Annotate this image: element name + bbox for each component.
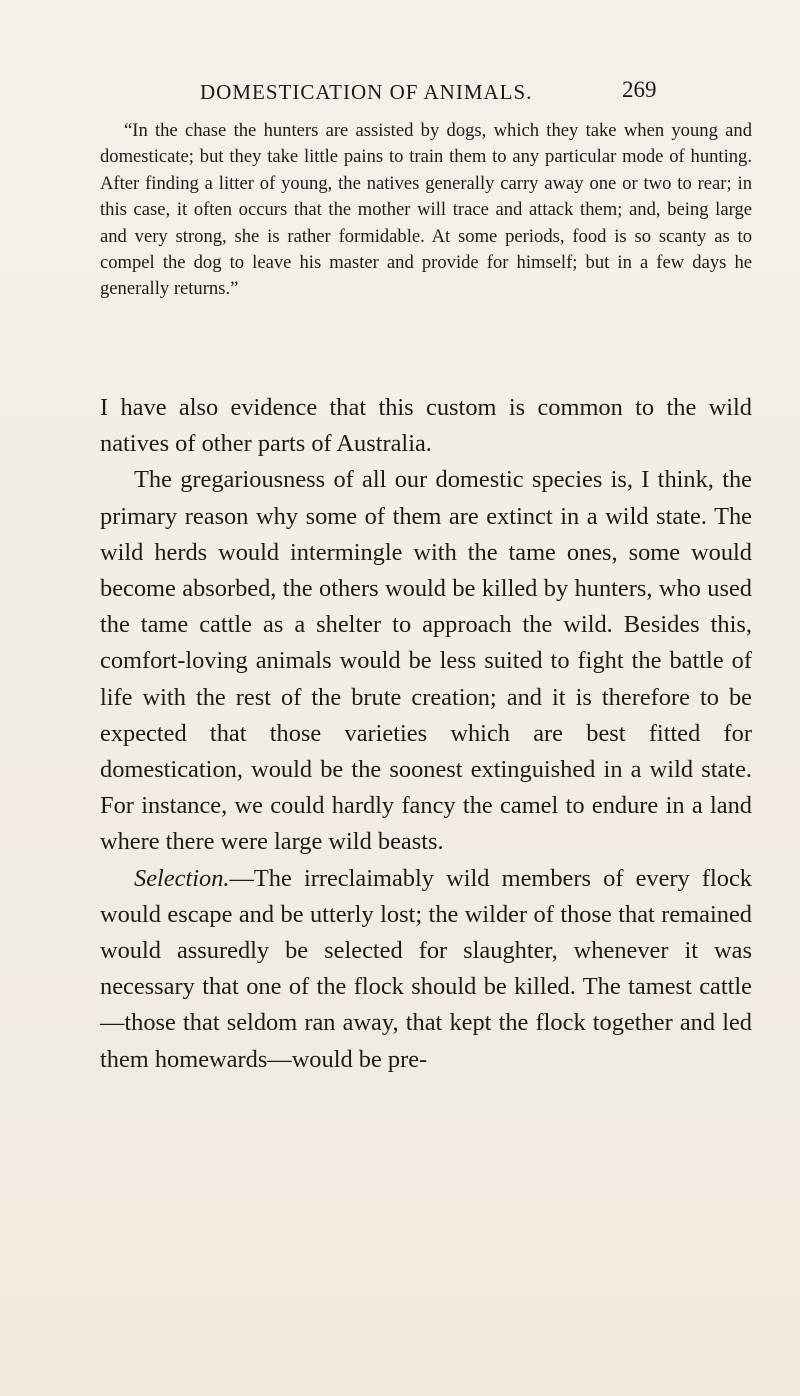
page-number: 269 bbox=[622, 77, 657, 102]
body-paragraph-3-text: —The irreclaimably wild members of every flock would escape and be utterly lost; the wilder of those that remained would assuredly be selected for slaughter, whenever it was necessary that one of the flock should be killed. The tamest cattle —those that seldom ran away, that kept the flock together and led them homewards—would be pre- bbox=[100, 864, 752, 1073]
body-paragraph-1: I have also evidence that this custom is common to the wild natives of other parts of Australia. bbox=[100, 394, 752, 458]
section-heading-selection: Selection. bbox=[134, 864, 230, 892]
quote-paragraph: “In the chase the hunters are assisted by dogs, which they take when young and domesticate; but they take little pains to train them to any particular mode of hunting. After finding a litter of young, the natives generally carry away one or two to rear; in this case, it often occurs that the mother will trace and attack them; and, being large and very strong, she is rather formidable. At some periods, food is so scanty as to compel the dog to leave his master and provide for himself; but in a few days he generally returns.” bbox=[100, 120, 752, 300]
quoted-passage bbox=[100, 118, 752, 303]
body-paragraph-2: The gregariousness of all our domestic species is, I think, the primary reason why some of them are extinct in a wild state. The wild herds would intermingle with the tame ones, some would become absorbed, the others would be killed by hunters, who used the tame cattle as a shelter to approach the wild. Besides this, comfort-loving animals would be less suited to fight the battle of life with the rest of the brute creation; and it is therefore to be expected that those varieties which are best fitted for domestication, would be the soonest extinguished in a wild state. For instance, we could hardly fancy the camel to endure in a land where there were large wild beasts. bbox=[100, 466, 752, 856]
main-text bbox=[100, 390, 752, 1078]
running-title: DOMESTICATION OF ANIMALS. bbox=[200, 80, 533, 104]
body-paragraph-3 bbox=[100, 861, 752, 1078]
